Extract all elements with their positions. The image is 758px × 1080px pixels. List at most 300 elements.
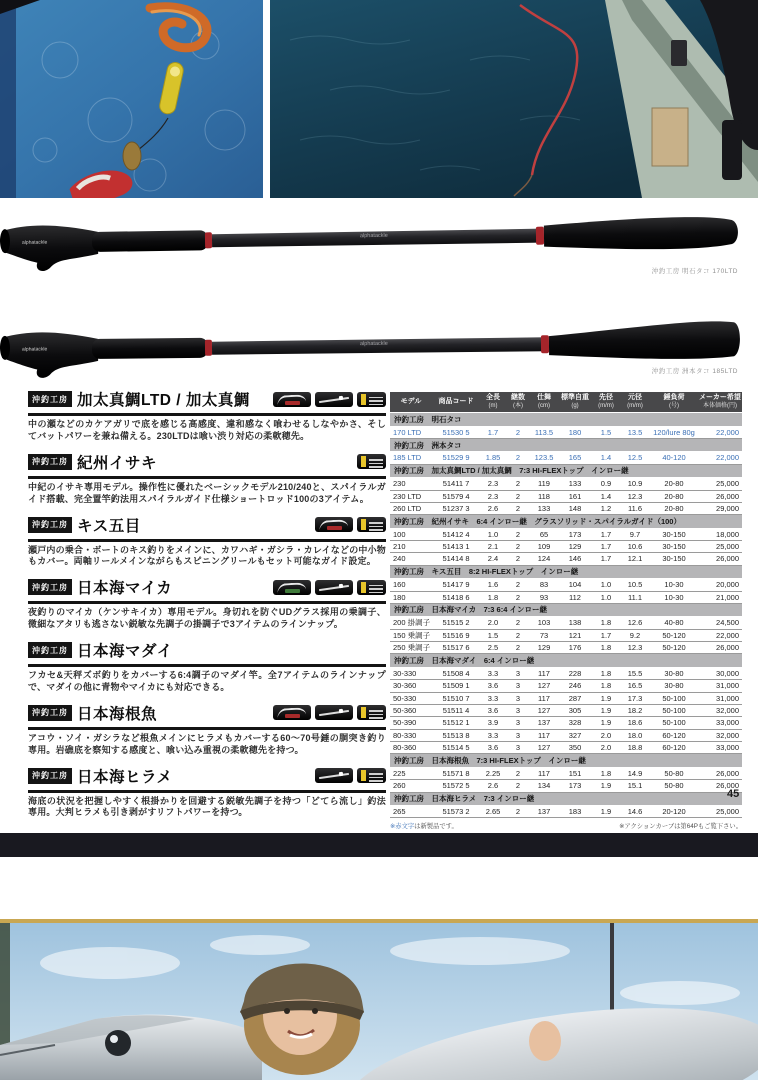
badge-group <box>357 454 386 469</box>
table-group-row <box>390 792 742 805</box>
column-header-line1: 仕舞 <box>537 394 551 401</box>
cell: 40-80 <box>650 617 698 629</box>
table-footnotes <box>390 821 742 830</box>
cell: 200 掛調子 <box>390 617 432 629</box>
spec-feature-badge <box>357 454 386 469</box>
cell: 26,000 <box>698 780 742 792</box>
rod-photo-akashi-tako <box>0 203 748 275</box>
cell: 1.0 <box>592 579 620 591</box>
inro-joint-badge <box>315 392 353 407</box>
table-row <box>390 729 742 741</box>
cell: 1.8 <box>592 680 620 692</box>
cell: 51237 3 <box>432 502 480 514</box>
column-header-line2: (m/m) <box>627 402 643 409</box>
cell: 50-390 <box>390 717 432 729</box>
cell: 25,000 <box>698 541 742 553</box>
table-row <box>390 680 742 692</box>
cell: 228 <box>558 667 592 679</box>
cell: 287 <box>558 692 592 704</box>
cell: 51412 4 <box>432 528 480 540</box>
cell: 51514 5 <box>432 742 480 754</box>
column-header-line1: 錘負荷 <box>663 394 685 401</box>
cell: 1.85 <box>480 452 506 464</box>
cell: 51515 2 <box>432 617 480 629</box>
cell: 30-360 <box>390 680 432 692</box>
cell: 123.5 <box>530 452 558 464</box>
badge-group <box>315 517 386 532</box>
cell: 51511 4 <box>432 704 480 716</box>
cell: 1.4 <box>592 490 620 502</box>
product-title: 日本海マイカ <box>77 580 173 598</box>
table-row <box>390 742 742 754</box>
inro-joint-badge <box>315 580 353 595</box>
cell: 60-120 <box>650 729 698 741</box>
cell: 2 <box>506 805 530 817</box>
action-curve-badge <box>273 580 311 595</box>
cell: 117 <box>530 667 558 679</box>
cell: 225 <box>390 767 432 779</box>
cell: 1.4 <box>592 452 620 464</box>
product-description: 海底の状況を把握しやすく根掛かりを回避する鋭敏先調子を持つ「どてら流し」釣法専用。大判ヒラメも引き剥がすリフトパワーを持つ。 <box>28 795 386 818</box>
table-group-row <box>390 565 742 578</box>
badge-group <box>315 768 386 783</box>
cell: 9.2 <box>620 629 650 641</box>
cell: 10-30 <box>650 579 698 591</box>
cell: 117 <box>530 729 558 741</box>
cell: 3.6 <box>480 742 506 754</box>
table-group-row <box>390 439 742 452</box>
cell: 12.3 <box>620 642 650 654</box>
section-header <box>28 702 386 730</box>
cell: 33,000 <box>698 742 742 754</box>
spec-table-area <box>390 392 742 830</box>
cell: 30-150 <box>650 553 698 565</box>
cell: 13.5 <box>620 426 650 438</box>
cell: 18.0 <box>620 729 650 741</box>
cell: 3 <box>506 729 530 741</box>
cell: 117 <box>530 767 558 779</box>
product-section <box>28 702 386 757</box>
cell: 18.2 <box>620 704 650 716</box>
cell: 26,000 <box>698 490 742 502</box>
rod-caption: 沖釣工房 明石タコ 170LTD <box>651 268 738 275</box>
vendor-badge: 沖釣工房 <box>28 768 72 784</box>
inro-joint-badge <box>315 768 353 783</box>
table-header-row <box>390 392 742 413</box>
table-row <box>390 502 742 514</box>
column-header-line1: 元径 <box>628 394 642 401</box>
cell: 51579 4 <box>432 490 480 502</box>
cell: 1.8 <box>592 642 620 654</box>
cell: 32,000 <box>698 704 742 716</box>
spec-feature-badge <box>357 392 386 407</box>
rod-brand-text: alphatackle <box>359 232 388 240</box>
cell: 51509 1 <box>432 680 480 692</box>
column-header <box>530 392 558 413</box>
cell: 161 <box>558 490 592 502</box>
rod-photo-sumoto-tako <box>0 312 748 382</box>
cell: 1.5 <box>480 629 506 641</box>
product-section <box>28 514 386 569</box>
group-label: 沖釣工房 日本海マイカ 7:3 6:4 インロー継 <box>390 603 742 616</box>
table-row <box>390 553 742 565</box>
section-header <box>28 576 386 604</box>
column-header <box>506 392 530 413</box>
group-label: 沖釣工房 日本海ヒラメ 7:3 インロー継 <box>390 792 742 805</box>
cell: 73 <box>530 629 558 641</box>
vendor-badge: 沖釣工房 <box>28 642 72 658</box>
table-group-row <box>390 654 742 667</box>
table-group-row <box>390 515 742 528</box>
cell: 1.0 <box>480 528 506 540</box>
column-header <box>390 392 432 413</box>
cell: 250 乗調子 <box>390 642 432 654</box>
spec-feature-badge <box>357 768 386 783</box>
cell: 137 <box>530 805 558 817</box>
cell: 2 <box>506 528 530 540</box>
cell: 10-30 <box>650 591 698 603</box>
cell: 240 <box>390 553 432 565</box>
cell: 93 <box>530 591 558 603</box>
cell: 2 <box>506 426 530 438</box>
group-label: 沖釣工房 明石タコ <box>390 413 742 426</box>
rod-caption: 沖釣工房 洲本タコ 185LTD <box>651 368 738 375</box>
table-group-row <box>390 413 742 426</box>
product-description: アコウ・ソイ・ガシラなど根魚メインにヒラメもカバーする60〜70号錘の胴突き釣り専用。岩礁底を察知する感度と、喰い込み重視の柔軟穂先を持つ。 <box>28 732 386 755</box>
section-header <box>28 388 386 416</box>
cell: 10.9 <box>620 478 650 490</box>
vendor-badge: 沖釣工房 <box>28 391 72 407</box>
table-row <box>390 591 742 603</box>
spec-feature-badge <box>357 705 386 720</box>
cell: 2 <box>506 629 530 641</box>
table-row <box>390 452 742 464</box>
cell: 51413 1 <box>432 541 480 553</box>
product-title: 日本海根魚 <box>77 705 158 723</box>
cell: 80-330 <box>390 729 432 741</box>
cell: 1.6 <box>480 579 506 591</box>
cell: 50-120 <box>650 629 698 641</box>
cell: 18.6 <box>620 717 650 729</box>
cell: 180 <box>390 591 432 603</box>
cell: 1.5 <box>592 426 620 438</box>
section-header <box>28 451 386 479</box>
cell: 3 <box>506 692 530 704</box>
cell: 350 <box>558 742 592 754</box>
vendor-badge: 沖釣工房 <box>28 517 72 533</box>
cell: 51510 7 <box>432 692 480 704</box>
cell: 51513 8 <box>432 729 480 741</box>
cell: 3 <box>506 742 530 754</box>
cell: 2 <box>506 767 530 779</box>
vendor-badge: 沖釣工房 <box>28 705 72 721</box>
cell: 51517 6 <box>432 642 480 654</box>
cell: 173 <box>558 780 592 792</box>
cell: 2 <box>506 553 530 565</box>
cell: 2 <box>506 579 530 591</box>
cell: 2 <box>506 478 530 490</box>
cell: 80-360 <box>390 742 432 754</box>
cell: 1.7 <box>592 553 620 565</box>
cell: 50-100 <box>650 704 698 716</box>
cell: 2.65 <box>480 805 506 817</box>
footnote-new-items: ※赤文字は新製品です。 <box>390 823 458 831</box>
cell: 183 <box>558 805 592 817</box>
group-label: 沖釣工房 加太真鯛LTD / 加太真鯛 7:3 HI-FLEXトップ インロー継 <box>390 464 742 477</box>
cell: 2.0 <box>592 729 620 741</box>
cell: 29,000 <box>698 502 742 514</box>
cell: 104 <box>558 579 592 591</box>
cell: 2.0 <box>480 617 506 629</box>
table-group-row <box>390 464 742 477</box>
product-description: 中の瀬などのカケアガリで底を感じる高感度、違和感なく喰わせるしなやかさ、そしてバットパワーを兼ね備える。230LTDは喰い渋り対応の柔軟穂先。 <box>28 419 386 441</box>
cell: 1.7 <box>592 629 620 641</box>
cell: 3 <box>506 717 530 729</box>
cell: 51508 4 <box>432 667 480 679</box>
cell: 1.9 <box>592 704 620 716</box>
cell: 1.9 <box>592 805 620 817</box>
cell: 20,000 <box>698 579 742 591</box>
section-header <box>28 639 386 667</box>
cell: 2.5 <box>480 642 506 654</box>
cell: 1.7 <box>592 541 620 553</box>
table-row <box>390 629 742 641</box>
column-header-line1: 全長 <box>486 394 500 401</box>
cell: 18,000 <box>698 528 742 540</box>
badge-group <box>273 580 386 595</box>
cell: 134 <box>530 780 558 792</box>
column-header <box>620 392 650 413</box>
cell: 11.6 <box>620 502 650 514</box>
column-header <box>480 392 506 413</box>
product-title: 日本海マダイ <box>77 643 173 660</box>
cell: 51414 8 <box>432 553 480 565</box>
cell: 50-80 <box>650 780 698 792</box>
column-header-line1: 先径 <box>599 394 613 401</box>
cell: 65 <box>530 528 558 540</box>
cell: 165 <box>558 452 592 464</box>
cell: 305 <box>558 704 592 716</box>
table-row <box>390 478 742 490</box>
table-row <box>390 617 742 629</box>
cell: 3.9 <box>480 717 506 729</box>
photo-divider <box>263 0 270 198</box>
product-section <box>28 639 386 694</box>
cell: 40-120 <box>650 452 698 464</box>
column-header-line2: (cm) <box>538 402 550 409</box>
cell: 20-120 <box>650 805 698 817</box>
cell: 12.6 <box>620 617 650 629</box>
cell: 129 <box>558 541 592 553</box>
action-curve-badge <box>315 517 353 532</box>
badge-group <box>273 705 386 720</box>
cell: 10.6 <box>620 541 650 553</box>
column-header-line1: 商品コード <box>438 397 474 405</box>
action-curve-badge <box>273 705 311 720</box>
vendor-badge: 沖釣工房 <box>28 579 72 595</box>
cell: 109 <box>530 541 558 553</box>
cell: 31,000 <box>698 692 742 704</box>
cell: 2 <box>506 591 530 603</box>
cell: 2 <box>506 452 530 464</box>
table-row <box>390 780 742 792</box>
column-header <box>558 392 592 413</box>
cell: 2.4 <box>480 553 506 565</box>
cell: 51411 7 <box>432 478 480 490</box>
vendor-badge: 沖釣工房 <box>28 454 72 470</box>
cell: 2 <box>506 490 530 502</box>
cell: 51418 6 <box>432 591 480 603</box>
cell: 30,000 <box>698 667 742 679</box>
cell: 127 <box>530 704 558 716</box>
cell: 30-80 <box>650 667 698 679</box>
group-label: 沖釣工房 日本海根魚 7:3 HI-FLEXトップ インロー継 <box>390 754 742 767</box>
cell: 103 <box>530 617 558 629</box>
product-description: 夜釣りのマイカ（ケンサキイカ）専用モデル。身切れを防ぐUDグラス採用の乗調子、微細なアタリも逃さない鋭敏な先調子の掛調子で3アイテムのラインナップ。 <box>28 607 386 630</box>
cell: 260 LTD <box>390 502 432 514</box>
cell: 26,000 <box>698 642 742 654</box>
cell: 25,000 <box>698 478 742 490</box>
cell: 3.3 <box>480 667 506 679</box>
table-row <box>390 541 742 553</box>
inro-joint-badge <box>315 705 353 720</box>
cell: 2.1 <box>480 541 506 553</box>
cell: 210 <box>390 541 432 553</box>
column-header-line1: 標準自重 <box>561 394 589 401</box>
column-header-line2: (m/m) <box>598 402 614 409</box>
cell: 51512 1 <box>432 717 480 729</box>
cell: 26,000 <box>698 553 742 565</box>
cell: 150 乗調子 <box>390 629 432 641</box>
cell: 113.5 <box>530 426 558 438</box>
cell: 120/lure 80g <box>650 426 698 438</box>
cell: 31,000 <box>698 680 742 692</box>
cell: 1.9 <box>592 780 620 792</box>
product-section <box>28 388 386 443</box>
cell: 1.9 <box>592 717 620 729</box>
cell: 51572 5 <box>432 780 480 792</box>
column-header-line2: (号) <box>669 402 679 409</box>
cell: 127 <box>530 742 558 754</box>
cell: 12.3 <box>620 490 650 502</box>
table-row <box>390 805 742 817</box>
cell: 1.0 <box>592 591 620 603</box>
cell: 2.0 <box>592 742 620 754</box>
group-label: 沖釣工房 キス五目 8:2 HI-FLEXトップ インロー継 <box>390 565 742 578</box>
cell: 1.7 <box>480 426 506 438</box>
cell: 20-80 <box>650 490 698 502</box>
spec-table <box>390 392 742 818</box>
cell: 50-360 <box>390 704 432 716</box>
cell: 328 <box>558 717 592 729</box>
cell: 1.9 <box>592 692 620 704</box>
column-header <box>432 392 480 413</box>
cell: 3 <box>506 704 530 716</box>
cell: 176 <box>558 642 592 654</box>
cell: 60-120 <box>650 742 698 754</box>
cell: 2.6 <box>480 780 506 792</box>
cell: 30-150 <box>650 528 698 540</box>
product-title: キス五目 <box>77 517 141 535</box>
table-row <box>390 642 742 654</box>
cell: 9.7 <box>620 528 650 540</box>
rod-brand-text: alphatackle <box>21 239 48 246</box>
cell: 230 LTD <box>390 490 432 502</box>
table-row <box>390 767 742 779</box>
cell: 51573 2 <box>432 805 480 817</box>
cell: 1.8 <box>592 617 620 629</box>
table-group-row <box>390 754 742 767</box>
cell: 30-150 <box>650 541 698 553</box>
column-header-line2: (本) <box>513 402 523 409</box>
cell: 3.3 <box>480 692 506 704</box>
cell: 173 <box>558 528 592 540</box>
rod-brand-text: alphatackle <box>359 340 388 348</box>
action-curve-badge <box>273 392 311 407</box>
footnote-action-curve: ※アクションカーブは第64Pもご覧下さい。 <box>619 823 742 831</box>
product-description: フカセ&天秤ズボ釣りをカバーする6:4調子のマダイ竿。全7アイテムのラインナップで、マダイの他に青物やマイカにも対応できる。 <box>28 670 386 692</box>
cell: 26,000 <box>698 767 742 779</box>
cell: 51571 8 <box>432 767 480 779</box>
cell: 20-80 <box>650 502 698 514</box>
boat-ocean-photo <box>270 0 758 198</box>
cell: 265 <box>390 805 432 817</box>
cell: 133 <box>530 502 558 514</box>
cell: 20-80 <box>650 478 698 490</box>
cell: 1.8 <box>592 767 620 779</box>
cell: 2.6 <box>480 502 506 514</box>
cell: 21,000 <box>698 591 742 603</box>
cell: 1.8 <box>592 667 620 679</box>
cell: 17.3 <box>620 692 650 704</box>
cell: 118 <box>530 490 558 502</box>
table-row <box>390 667 742 679</box>
octopus-lure-photo <box>0 0 263 198</box>
cell: 83 <box>530 579 558 591</box>
group-label: 沖釣工房 洲本タコ <box>390 439 742 452</box>
cell: 50-120 <box>650 642 698 654</box>
column-header-line1: モデル <box>400 397 422 405</box>
cell: 2.25 <box>480 767 506 779</box>
cell: 0.9 <box>592 478 620 490</box>
cell: 129 <box>530 642 558 654</box>
table-row <box>390 717 742 729</box>
section-divider-bar <box>0 833 758 857</box>
group-label: 沖釣工房 紀州イサキ 6:4 インロー継 グラスソリッド・スパイラルガイド（100） <box>390 515 742 528</box>
cell: 50-100 <box>650 692 698 704</box>
cell: 11.1 <box>620 591 650 603</box>
cell: 230 <box>390 478 432 490</box>
cell: 50-330 <box>390 692 432 704</box>
cell: 146 <box>558 553 592 565</box>
page-corner-wedge <box>0 0 40 14</box>
column-header-line1: メーカー希望 <box>699 394 741 401</box>
product-title: 加太真鯛LTD / 加太真鯛 <box>77 392 250 409</box>
cell: 51529 9 <box>432 452 480 464</box>
table-row <box>390 704 742 716</box>
table-row <box>390 579 742 591</box>
cell: 51516 9 <box>432 629 480 641</box>
cell: 15.1 <box>620 780 650 792</box>
page-number: 45 <box>727 788 740 800</box>
cell: 50-100 <box>650 717 698 729</box>
cell: 2 <box>506 541 530 553</box>
cell: 22,000 <box>698 426 742 438</box>
cell: 3 <box>506 680 530 692</box>
cell: 3 <box>506 667 530 679</box>
product-title: 日本海ヒラメ <box>77 768 173 786</box>
spec-feature-badge <box>357 517 386 532</box>
